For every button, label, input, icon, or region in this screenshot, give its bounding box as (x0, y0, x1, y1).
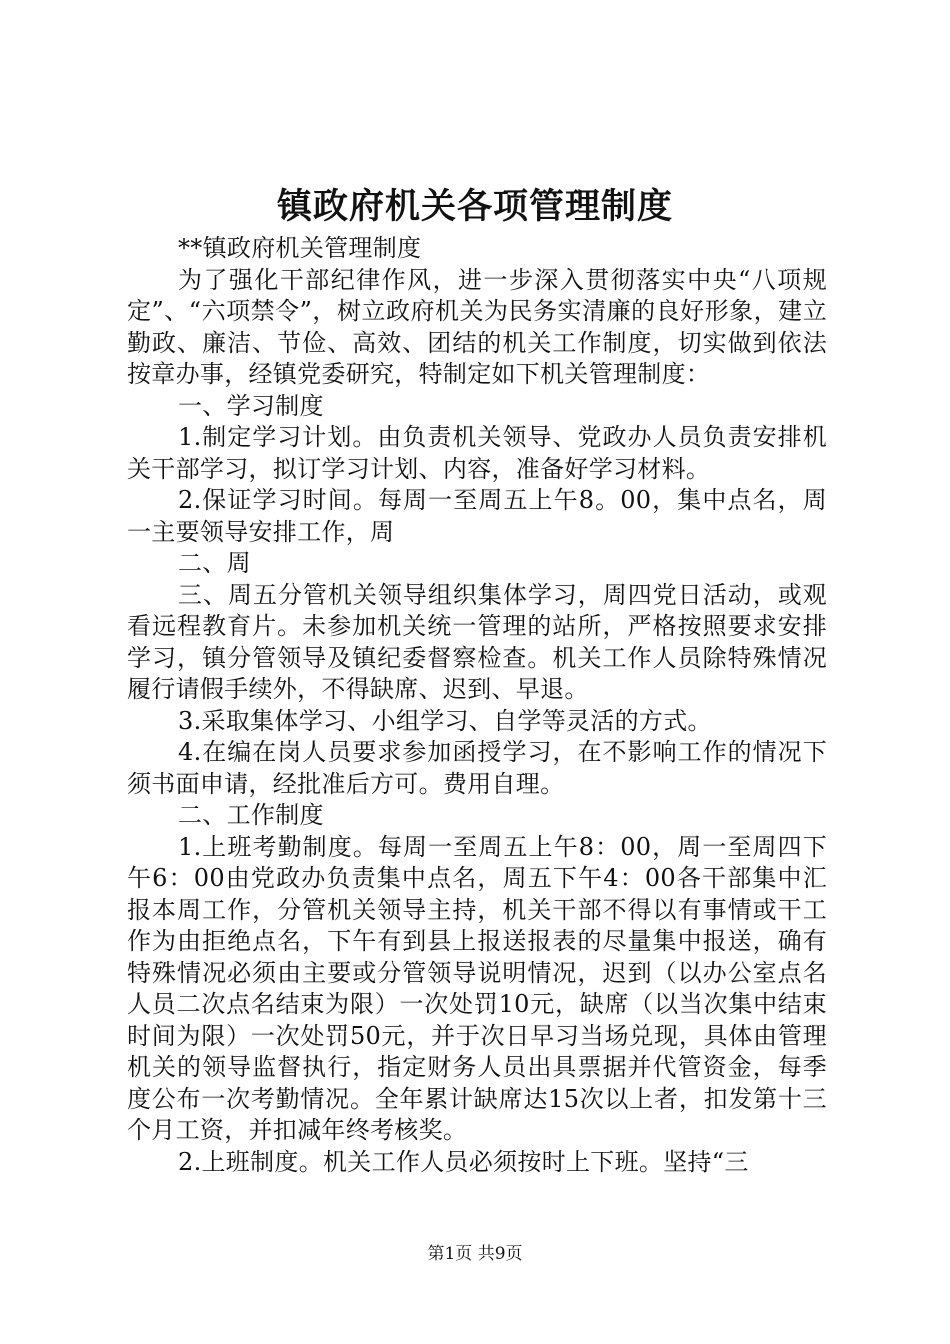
page-footer: 第1页 共9页 (427, 1244, 523, 1264)
work-item-1: 1.上班考勤制度。每周一至周五上午8：00，周一至周四下午6：00由党政办负责集中点名，周五下午4：00各干部集中汇报本周工作，分管机关领导主持，机关干部不得以有事情或干工作为由拒绝点名，下午有到县上报送报表的尽量集中报送，确有特殊情况必须由主要或分管领导说明情况，迟到（以办公室点名人员二次点名结束为限）一次处罚10元，缺席（以当次集中结束时间为限）一次处罚50元，并于次日早习当场兑现，具体由管理机关的领导监督执行，指定财务人员出具票据并代管资金，每季度公布一次考勤情况。全年累计缺席达15次以上者，扣发第十三个月工资，并扣减年终考核奖。 (127, 832, 827, 1144)
work-item-2: 2.上班制度。机关工作人员必须按时上下班。坚持“三 (178, 1147, 749, 1176)
subtitle-paragraph: **镇政府机关管理制度 (178, 234, 422, 262)
study-item-4: 4.在编在岗人员要求参加函授学习，在不影响工作的情况下须书面申请，经批准后方可。费用自理。 (127, 738, 827, 798)
section-heading-work: 二、工作制度 (178, 801, 324, 829)
study-item-2-details: 三、周五分管机关领导组织集体学习，周四党日活动，或观看远程教育片。未参加机关统一管理的站所，严格按照要求安排学习，镇分管领导及镇纪委督察检查。机关工作人员除特殊情况履行请假手续外，不得缺席、迟到、早退。 (127, 580, 827, 703)
document-body (127, 233, 827, 1178)
study-item-2-continued: 二、周 (178, 549, 251, 577)
section-heading-study: 一、学习制度 (178, 391, 324, 420)
study-item-1: 1.制定学习计划。由负责机关领导、党政办人员负责安排机关干部学习，拟订学习计划、内容，准备好学习材料。 (127, 423, 827, 483)
document-title: 镇政府机关各项管理制度 (276, 186, 673, 227)
study-item-3: 3.采取集体学习、小组学习、自学等灵活的方式。 (178, 706, 712, 735)
intro-paragraph: 为了强化干部纪律作风，进一步深入贯彻落实中央“八项规定”、“六项禁令”，树立政府机关为民务实清廉的良好形象，建立勤政、廉洁、节俭、高效、团结的机关工作制度，切实做到依法按章办事，经镇党委研究，特制定如下机关管理制度： (127, 265, 827, 388)
study-item-2: 2.保证学习时间。每周一至周五上午8。00，集中点名，周一主要领导安排工作，周 (127, 486, 827, 546)
